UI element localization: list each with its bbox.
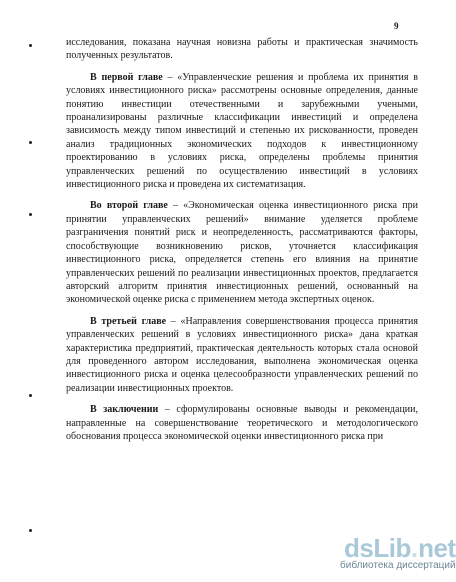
watermark-ds: ds [344,533,374,563]
paragraph-text: исследования, показана научная новизна работы и практическая значимость полученных результатов. [66,37,418,62]
paragraph-chapter-1 [66,71,418,192]
paragraph-intro-end [66,36,418,63]
paragraph-lead: В третьей главе [90,315,167,327]
margin-dot [29,44,32,47]
margin-dot [29,213,32,216]
paragraph-lead: В заключении [90,404,159,416]
paragraph-chapter-2 [66,199,418,306]
margin-dot [29,529,32,532]
margin-dot [29,394,32,397]
watermark-dot: . [410,533,419,563]
paragraph-text: – сформулированы основные выводы и рекомендации, направленные на совершенствование теоретического и методологического обоснования процесса экономической оценки инвестиционного риска при [66,404,418,442]
watermark-logo [340,533,456,571]
watermark-lib: Lib [373,533,411,563]
margin-dot [29,141,32,144]
paragraph-lead: В первой главе [90,71,163,83]
watermark-subtitle: библиотека диссертаций [340,560,456,571]
paragraph-conclusion [66,403,418,443]
document-body [66,36,418,443]
paragraph-text: – «Управленческие решения и проблема их принятия в условиях инвестиционного риска» рассмотрены основные определения, данные понятию инвестиции отечественными и зарубежными учеными, проанализированы различные классификации инвестиций и определена зависимость между типом инвестиций и степенью их рискованности, проведен анализ традиционных экономических подходов к инвестиционному проектированию в условиях риска, определены проблемы принятия управленческих решений по осуществлению инвестиций в условиях инвестиционного риска и проведена их систематизация. [66,71,418,191]
watermark-net: net [418,533,456,563]
paragraph-text: – «Экономическая оценка инвестиционного риска при принятии управленческих решений» внимание уделяется проблеме разграничения понятий риск и неопределенность, рассматриваются факторы, способствующие возникновению рисков, уточняется классификация инвестиционного риска, определяется степень его влияния на принятие управленческих решений по реализации инвестиционных проектов, предлагается авторский алгоритм принятия инвестиционных решений, основанный на экономической оценке риска с применением метода экспертных оценок. [66,200,418,306]
page-number: 9 [394,21,399,31]
paragraph-chapter-3 [66,315,418,395]
paragraph-lead: Во второй главе [90,200,168,212]
paragraph-text: – «Направления совершенствования процесса принятия управленческих решений в условиях инвестиционного риска» дана краткая характеристика предприятий, практическая деятельность которых стала основой для проведенного автором исследования, выполнена экономическая оценка инвестиционного риска и оценка целесообразности управленческих решений по реализации инвестиционных проектов. [66,315,418,394]
